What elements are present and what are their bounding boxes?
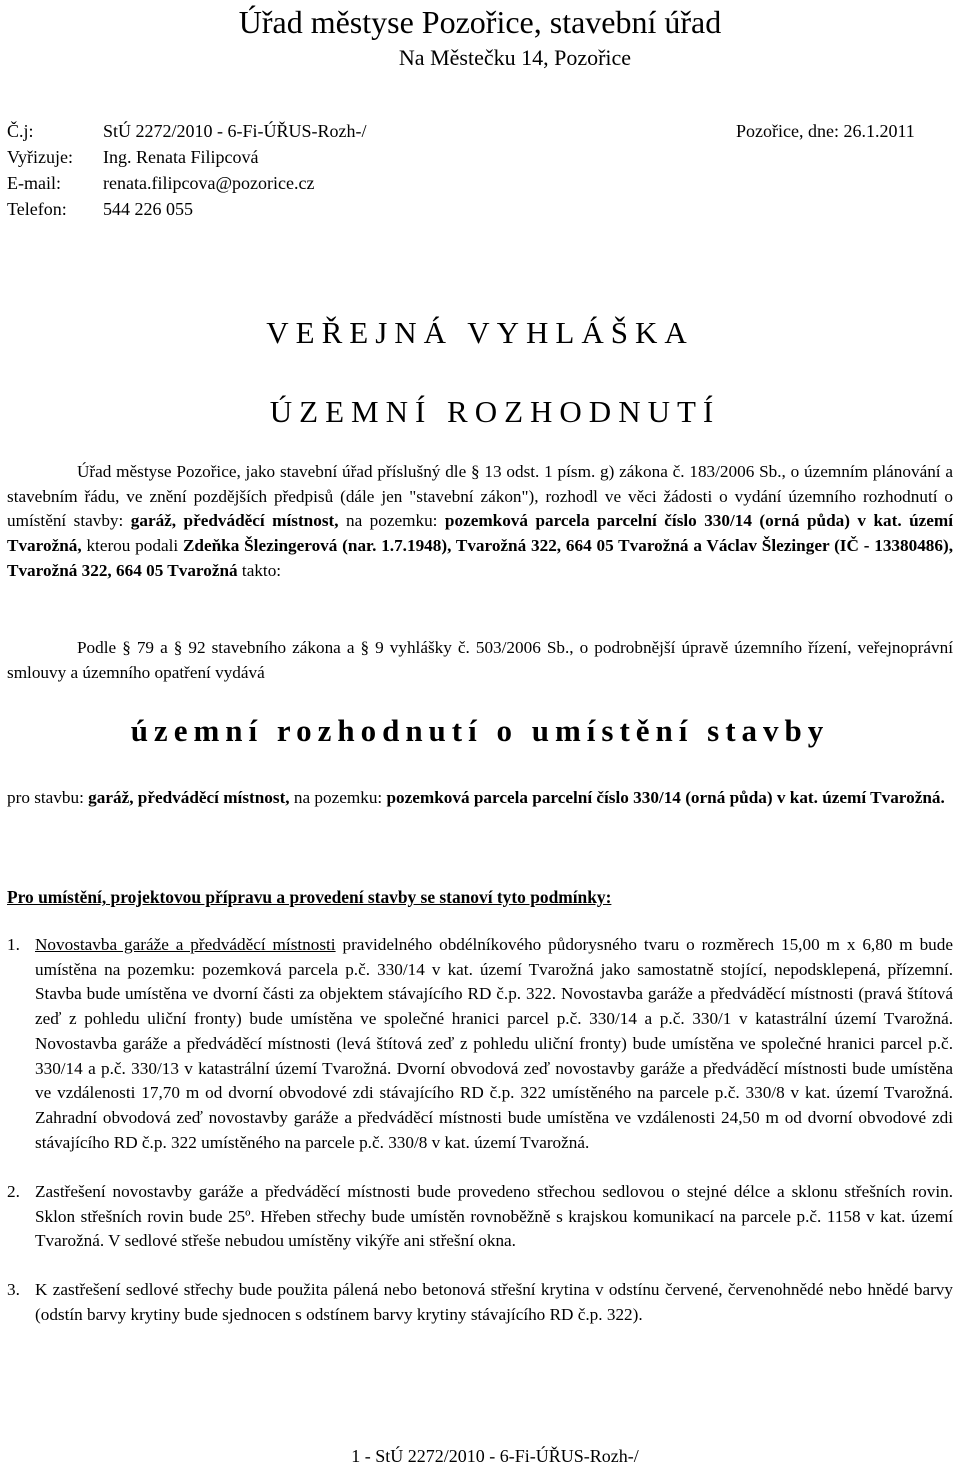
email-address[interactable]: renata.filipcova@pozorice.cz xyxy=(103,173,315,193)
phone-number: 544 226 055 xyxy=(103,199,193,219)
phone-label: Telefon: xyxy=(7,199,67,219)
handler-line xyxy=(7,144,258,170)
office-address: Na Městečku 14, Pozořice xyxy=(398,45,632,70)
office-title: Úřad městyse Pozořice, stavební úřad xyxy=(238,4,722,40)
legal-basis-text: Podle § 79 a § 92 stavebního zákona a § 9 vyhlášky č. 503/2006 Sb., o podrobnější úpravě územního řízení, veřejnoprávní smlouvy a územního opatření vydává xyxy=(7,638,953,682)
subject-bold-parcel: pozemková parcela parcelní číslo 330/14 (orná půda) v kat. území Tvarožná. xyxy=(386,788,945,807)
intro-paragraph xyxy=(7,460,953,584)
condition-number: 3. xyxy=(7,1280,20,1299)
intro-text-4: takto: xyxy=(237,560,282,580)
condition-body: K zastřešení sedlové střechy bude použita pálená nebo betonová střešní krytina v odstínu červené, červenohnědé nebo hnědé barvy (odstín barvy krytiny bude sjednocen s odstínem barvy krytiny stávajícího RD č.p. 322). xyxy=(35,1280,953,1324)
condition-number: 1. xyxy=(7,935,20,954)
intro-bold-applicants: Zdeňka Šlezingerová (nar. 1.7.1948), Tvarožná 322, 664 05 Tvarožná a Václav Šlezinger (IČ - 13380486), Tvarožná 322, 664 05 Tvarožná xyxy=(7,536,954,580)
intro-bold-building: garáž, předváděcí místnost, xyxy=(130,511,339,531)
legal-basis-paragraph xyxy=(7,636,953,685)
conditions-heading: Pro umístění, projektovou přípravu a provedení stavby se stanoví tyto podmínky: xyxy=(7,887,612,907)
condition-body: Zastřešení novostavby garáže a předváděcí místnosti bude provedeno střechou sedlovou o stejné délce a sklonu střešních rovin. Sklon střešních rovin bude 25º. Hřeben střechy bude umístěn rovnoběžně s krajskou komunikací na parcele p.č. 1158 v kat. území Tvarožná. V sedlové střeše nebudou umístěny vikýře ani střešní okna. xyxy=(35,1182,953,1251)
subject-bold-building: garáž, předváděcí místnost, xyxy=(88,788,290,807)
reference-label: Č.j: xyxy=(7,121,34,141)
condition-body xyxy=(35,933,953,1155)
subject-text-1: pro stavbu: xyxy=(7,788,89,807)
public-notice-heading: VEŘEJNÁ VYHLÁŠKA xyxy=(266,315,694,350)
page-footer: 1 - StÚ 2272/2010 - 6-Fi-ÚŘUS-Rozh-/ xyxy=(351,1446,639,1466)
intro-text-3: kterou podali xyxy=(81,536,183,556)
reference-line xyxy=(7,118,367,144)
email-line xyxy=(7,170,314,196)
condition-number: 2. xyxy=(7,1182,20,1201)
condition-lead: Novostavba garáže a předváděcí místnosti xyxy=(35,935,336,954)
condition-text: pravidelného obdélníkového půdorysného tvaru o rozměrech 15,00 m x 6,80 m bude umístěna na pozemku: pozemková parcela p.č. 330/14 v kat. území Tvarožná jako samostatně stojící, nepodsklepená, přízemní. Stavba bude umístěna ve dvorní části za objektem stávajícího RD č.p. 322. Novostavba garáže a předváděcí místnosti (pravá štítová zeď z pohledu uliční fronty) bude umístěna ve společné hranici parcel p.č. 330/14 a p.č. 330/1 v katastrální území Tvarožná. Novostavba garáže a předváděcí místnosti (levá štítová zeď z pohledu uliční fronty) bude umístěna ve společné hranici parcel p.č. 330/14 a p.č. 330/13 v katastrální území Tvarožná. Dvorní obvodová zeď novostavby garáže a předváděcí místnosti bude umístěna ve vzdálenosti 17,70 m od dvorní obvodové zdi stávajícího RD č.p. 322 umístěného na parcele p.č. 330/8 v kat. území Tvarožná. Zahradní obvodová zeď novostavby garáže a předváděcí místnosti bude umístěna ve vzdálenosti 24,50 m od dvorní obvodové zdi stávajícího RD č.p. 322 umístěného na parcele p.č. 330/8 v kat. území Tvarožná. xyxy=(35,935,953,1152)
reference-number: StÚ 2272/2010 - 6-Fi-ÚŘUS-Rozh-/ xyxy=(103,121,367,141)
condition-item xyxy=(7,1180,953,1254)
handler-name: Ing. Renata Filipcová xyxy=(103,147,259,167)
zoning-decision-heading: ÚZEMNÍ ROZHODNUTÍ xyxy=(269,394,721,429)
condition-item xyxy=(7,933,953,1155)
phone-line xyxy=(7,196,193,222)
subject-text-2: na pozemku: xyxy=(289,788,387,807)
decision-title: územní rozhodnutí o umístění stavby xyxy=(130,713,830,748)
subject-paragraph xyxy=(7,786,953,811)
intro-text-1: Úřad městyse Pozořice, jako stavební úřad příslušný dle § 13 odst. 1 písm. g) zákona č. 183/2006 Sb., o územním plánování a stavebním řádu, ve znění pozdějších předpisů (dále jen "stavební zákon"), rozhodl ve věci žádosti o vydání územního rozhodnutí o umístění stavby: xyxy=(7,462,953,531)
intro-bold-parcel: pozemková parcela parcelní číslo 330/14 (orná půda) v kat. území Tvarožná, xyxy=(7,511,954,556)
condition-item xyxy=(7,1278,953,1327)
intro-text-2: na pozemku: xyxy=(338,511,445,531)
email-label: E-mail: xyxy=(7,173,61,193)
place-date: Pozořice, dne: 26.1.2011 xyxy=(736,121,915,141)
handler-label: Vyřizuje: xyxy=(7,147,73,167)
